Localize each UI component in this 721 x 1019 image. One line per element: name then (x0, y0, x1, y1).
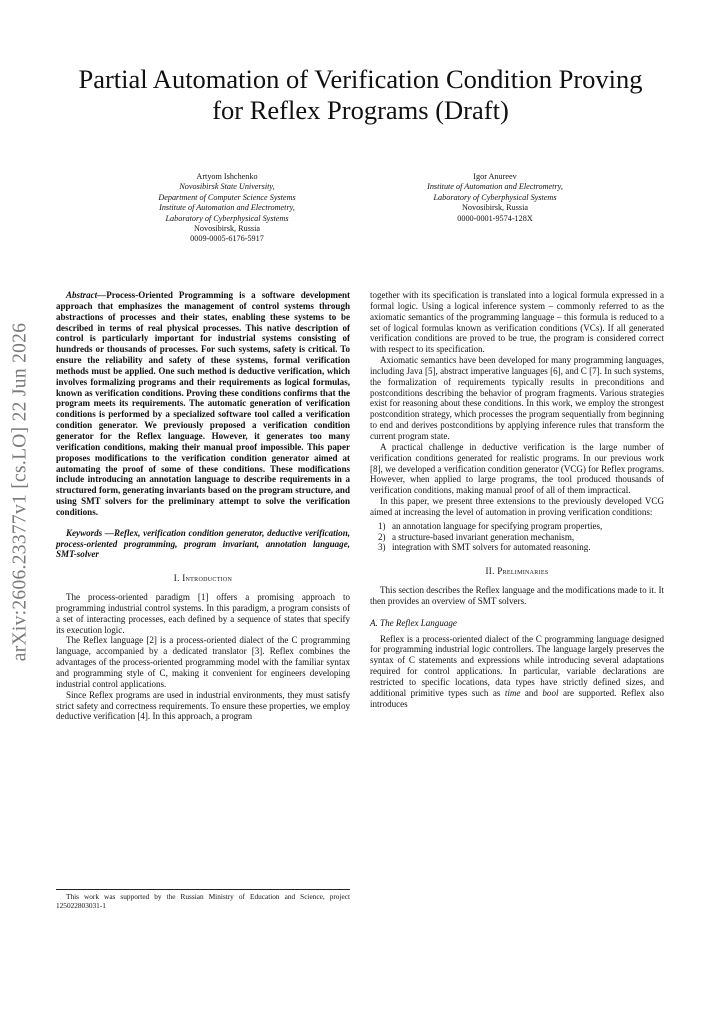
paper-title-line-2: for Reflex Programs (Draft) (212, 95, 509, 125)
list-item-text: an annotation language for specifying program properties, (392, 520, 603, 531)
paragraph-continuation: together with its specification is translated into a logical formula expressed in a formal logic. Using a logical inference system – commonly referred to as the axiomatic semantics of the programming language – this formula is reduced to a set of logical formulas known as verification conditions (VCs). If all generated verification conditions are proved to be true, the program is considered correct with respect to its specification. (370, 290, 664, 355)
author-orcid: 0000-0001-9574-128X (457, 213, 533, 223)
author-affiliation: Novosibirsk State University, (179, 182, 275, 192)
paper-title-line-1: Partial Automation of Verification Condition Proving (78, 64, 643, 94)
keywords (56, 528, 350, 561)
list-item (370, 521, 664, 532)
author-name: Artyom Ishchenko (196, 172, 258, 181)
keywords-label: Keywords (66, 527, 103, 538)
reflex-text-part-2: are supported. Reflex also introduces (370, 687, 664, 709)
footnote (56, 889, 350, 910)
paragraph-axiomatic-semantics: Axiomatic semantics have been developed for many programming languages, including Java [5], abstract imperative languages [6], and C [7]. In such systems, the formalization of requirements typically results in preconditions and postconditions describing the behavior of program fragments. Various strategies exist for reasoning about these conditions. In this work, we employ the strongest postcondition strategy, which processes the program sequentially from beginning to end and derives postconditions by applying inference rules that transform the current program state. (370, 355, 664, 441)
author-affiliation: Laboratory of Cyberphysical Systems (433, 192, 557, 202)
footnote-text: This work was supported by the Russian Ministry of Education and Science, project 125022803031-1 (56, 892, 350, 910)
author-orcid: 0009-0005-6176-5917 (190, 234, 264, 244)
list-item-text: a structure-based invariant generation mechanism, (392, 531, 575, 542)
reflex-text-part-1: Reflex is a process-oriented dialect of the C programming language designed for programming industrial logic controllers. The language largely preserves the syntax of C statements and expressions while introducing several adaptations required for control applications. In particular, variable declarations are restricted to specific locations, data types have strictly defined sizes, and additional primitive types such as (370, 633, 664, 698)
intro-paragraph: Since Reflex programs are used in industrial environments, they must satisfy strict safety and correctness requirements. To ensure these properties, we employ deductive verification [4]. In this approach, a program (56, 689, 350, 722)
abstract-dash: — (97, 290, 107, 300)
paper-title (40, 64, 681, 126)
list-item-number: 1) (378, 520, 386, 531)
section-heading-introduction: I. Introduction (173, 573, 233, 584)
abstract (56, 290, 350, 518)
list-item-number: 2) (378, 531, 386, 542)
paragraph-practical-challenge: A practical challenge in deductive verification is the large number of verification conditions generated for realistic programs. In our previous work [8], we developed a verification condition generator (VCG) for Reflex programs. However, when applied to large programs, the tool produced thousands of verification conditions, making manual proof of all of them impractical. (370, 441, 664, 496)
paragraph-reflex-language (370, 634, 664, 710)
author-affiliation: Institute of Automation and Electrometry, (159, 203, 295, 213)
intro-paragraph: The process-oriented paradigm [1] offers a promising approach to programming industrial control systems. In this paradigm, a program consists of a set of interacting processes, each defined by a sequence of states that specify its execution logic. (56, 592, 350, 635)
list-item (370, 542, 664, 553)
subsection-heading-reflex-language: A. The Reflex Language (370, 617, 457, 628)
author-affiliation: Laboratory of Cyberphysical Systems (165, 213, 289, 223)
paragraph-preliminaries: This section describes the Reflex language and the modifications made to it. It then provides an overview of SMT solvers. (370, 585, 664, 606)
intro-paragraph: The Reflex language [2] is a process-oriented dialect of the C programming language, accompanied by a dedicated translator [3]. Reflex combines the advantages of the process-oriented programming model with the familiar syntax and programming style of C, making it convenient for engineers developing industrial control applications. (56, 635, 350, 689)
abstract-text: Process-Oriented Programming is a software development approach that emphasizes the management of control systems through abstractions of processes and their states, enabling these systems to be described in terms of real physical processes. This native description of control is particularly important for industrial systems consisting of hundreds or thousands of processes. For such systems, safety is critical. To ensure the reliability and safety of these systems, formal verification methods must be applied. One such method is deductive verification, which involves formalizing programs and their requirements as logical formulas, known as verification conditions. Proving these conditions confirms that the program meets its requirements. The automatic generation of verification conditions is performed by a specialized software tool called a verification condition generator. We previously proposed a verification condition generator for the Reflex language. However, it generates too many verification conditions, making their manual proof impossible. This paper proposes modifications to the verification condition generator aimed at automating the proof of some of these conditions. These modifications include introducing an annotation language to describe requirements in a structured form, generating invariants based on the program structure, and using SMT solvers for the preliminary attempt to solve the verification conditions. (56, 290, 350, 517)
keywords-text: Reflex, verification condition generator, deductive verification, process-oriented programming, program invariant, annotation language, SMT-solver (56, 527, 350, 560)
list-item-text: integration with SMT solvers for automated reasoning. (392, 542, 591, 553)
arxiv-stamp-text: arXiv:2606.23377v1 [cs.LO] 22 Jun 2026 (9, 322, 30, 662)
right-column (370, 290, 664, 710)
author-block-anureev (380, 172, 610, 224)
list-item-number: 3) (378, 542, 386, 553)
author-location: Novosibirsk, Russia (194, 224, 260, 234)
time-type-term: time (504, 687, 521, 698)
section-heading-preliminaries: II. Preliminaries (485, 566, 549, 577)
arxiv-stamp (4, 292, 36, 692)
author-location: Novosibirsk, Russia (462, 203, 528, 213)
list-item (370, 532, 664, 543)
author-affiliation: Institute of Automation and Electrometry, (427, 182, 563, 192)
author-block-ishchenko (112, 172, 342, 245)
author-name: Igor Anureev (473, 172, 517, 181)
keywords-dash: — (102, 527, 114, 538)
paragraph-extensions-intro: In this paper, we present three extensions to the previously developed VCG aimed at increasing the level of automation in proving verification conditions: (370, 496, 664, 517)
author-affiliation: Department of Computer Science Systems (158, 192, 296, 202)
left-column (56, 290, 350, 722)
extensions-list (370, 521, 664, 554)
bool-type-term: bool (542, 687, 559, 698)
reflex-text-and: and (520, 687, 543, 698)
abstract-label: Abstract (66, 290, 98, 300)
